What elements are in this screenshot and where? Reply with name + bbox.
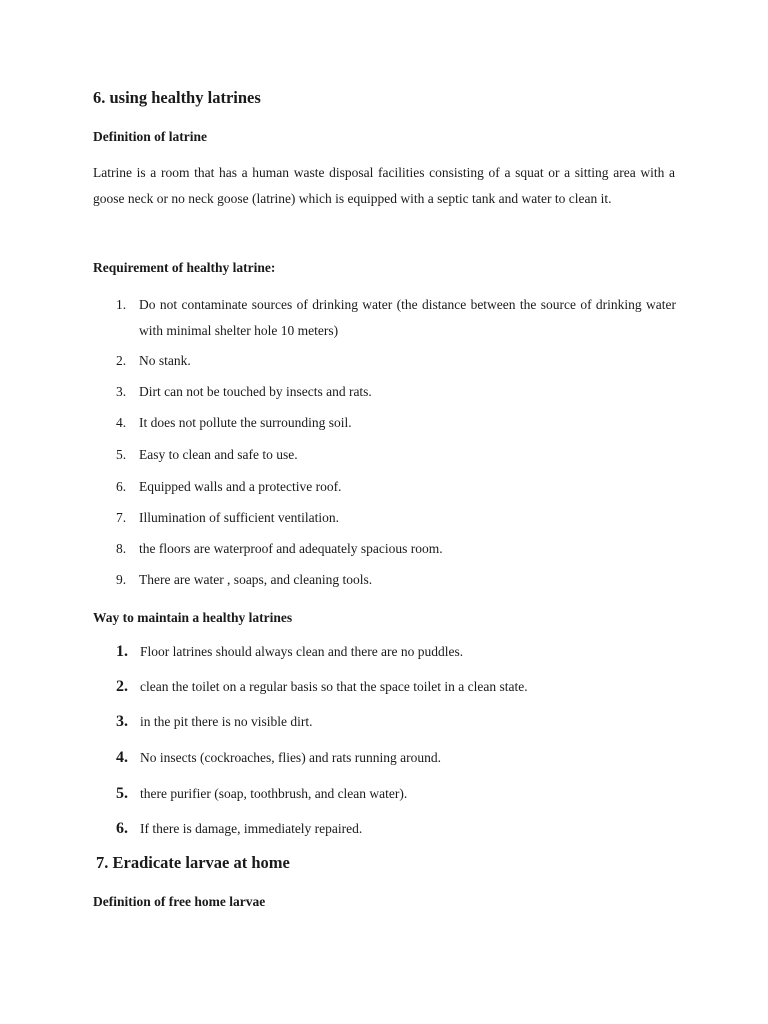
requirement-text: Dirt can not be touched by insects and rats. bbox=[139, 384, 372, 399]
requirement-number: 3. bbox=[116, 384, 127, 399]
maintain-number: 4. bbox=[116, 749, 128, 766]
requirement-item bbox=[116, 474, 676, 500]
section-7-heading: 7. Eradicate larvae at home bbox=[96, 853, 290, 872]
maintain-number: 2. bbox=[116, 678, 128, 695]
latrine-definition-text: Latrine is a room that has a human waste disposal facilities consisting of a squat or a sitting area with a goose neck or no neck goose (latrine) which is equipped with a septic tank and water to clean it. bbox=[93, 165, 675, 206]
requirement-text: Equipped walls and a protective roof. bbox=[139, 479, 342, 494]
requirement-item bbox=[116, 292, 676, 344]
maintain-heading: Way to maintain a healthy latrines bbox=[93, 610, 293, 625]
maintain-number: 5. bbox=[116, 785, 128, 802]
requirement-text: It does not pollute the surrounding soil. bbox=[139, 415, 352, 430]
maintain-text: clean the toilet on a regular basis so that the space toilet in a clean state. bbox=[140, 679, 528, 694]
requirement-item bbox=[116, 442, 676, 468]
requirement-item bbox=[116, 567, 676, 593]
requirement-number: 2. bbox=[116, 353, 127, 368]
maintain-text: Floor latrines should always clean and there are no puddles. bbox=[140, 644, 464, 659]
section-6-heading: 6. using healthy latrines bbox=[93, 88, 261, 107]
requirement-number: 4. bbox=[116, 415, 127, 430]
requirement-text: Easy to clean and safe to use. bbox=[139, 447, 298, 462]
requirement-item bbox=[116, 348, 676, 374]
latrine-definition-heading: Definition of latrine bbox=[93, 129, 207, 144]
maintain-text: No insects (cockroaches, flies) and rats running around. bbox=[140, 750, 442, 765]
requirement-item bbox=[116, 410, 676, 436]
maintain-text: If there is damage, immediately repaired. bbox=[140, 821, 363, 836]
requirement-item bbox=[116, 536, 676, 562]
maintain-text: there purifier (soap, toothbrush, and clean water). bbox=[140, 786, 408, 801]
requirement-text: There are water , soaps, and cleaning tools. bbox=[139, 572, 373, 587]
requirement-text: the floors are waterproof and adequately spacious room. bbox=[139, 541, 443, 556]
maintain-text: in the pit there is no visible dirt. bbox=[140, 714, 313, 729]
requirement-number: 7. bbox=[116, 510, 127, 525]
requirement-number: 5. bbox=[116, 447, 127, 462]
requirement-heading: Requirement of healthy latrine: bbox=[93, 260, 276, 275]
requirement-number: 8. bbox=[116, 541, 127, 556]
requirement-number: 9. bbox=[116, 572, 127, 587]
requirement-number: 1. bbox=[116, 297, 127, 312]
requirement-text: Illumination of sufficient ventilation. bbox=[139, 510, 339, 525]
maintain-number: 6. bbox=[116, 820, 128, 837]
requirement-text: Do not contaminate sources of drinking water (the distance between the source of drinking water with minimal shelter hole 10 meters) bbox=[139, 297, 676, 338]
requirement-text: No stank. bbox=[139, 353, 191, 368]
maintain-number: 3. bbox=[116, 713, 128, 730]
maintain-number: 1. bbox=[116, 643, 128, 660]
larvae-definition-heading: Definition of free home larvae bbox=[93, 894, 266, 909]
requirement-item bbox=[116, 379, 676, 405]
requirement-item bbox=[116, 505, 676, 531]
requirement-number: 6. bbox=[116, 479, 127, 494]
